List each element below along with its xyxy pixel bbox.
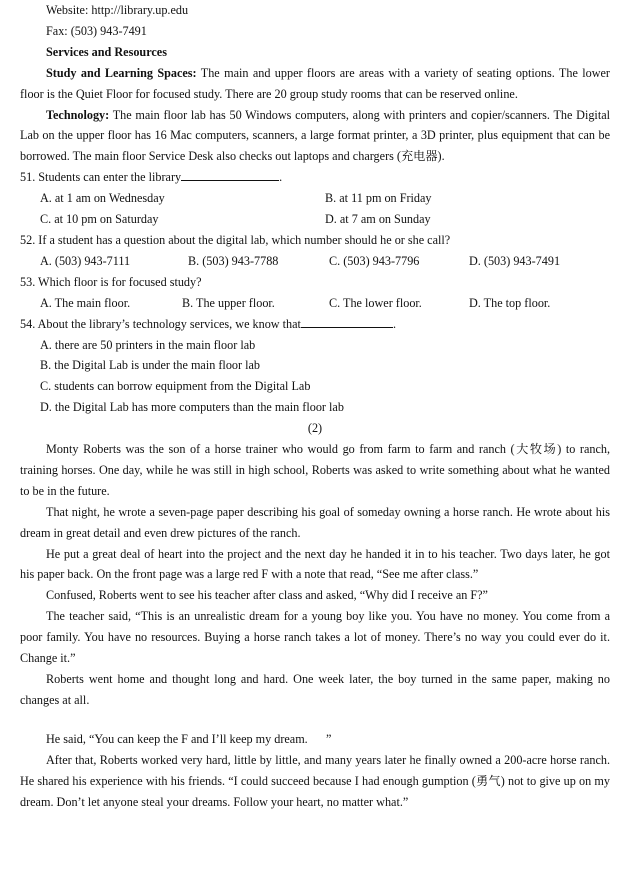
option-51-a: A. at 1 am on Wednesday (40, 191, 165, 206)
spacer (20, 711, 610, 729)
question-52-options (20, 251, 610, 272)
question-53-options (20, 293, 610, 314)
answer-blank (301, 315, 393, 328)
option-52-b: B. (503) 943-7788 (188, 253, 279, 268)
study-spaces-paragraph (20, 63, 610, 105)
question-54 (20, 314, 610, 335)
technology-paragraph (20, 105, 610, 168)
question-51-options (20, 188, 610, 209)
option-53-b: B. The upper floor. (182, 295, 275, 310)
story-paragraph: After that, Roberts worked very hard, little by little, and many years later he finally owned a 200-acre horse ranch. He shared his experience with his friends. “I could succeed because I had enough gumption (勇气) not to give up on my dream. Don’t let anyone steal your dreams. Follow your heart, no matter what.” (20, 752, 610, 809)
option-51-d: D. at 7 am on Sunday (325, 212, 431, 227)
section-title: Services and Resources (46, 44, 167, 59)
story-paragraph: Monty Roberts was the son of a horse trainer who would go from farm to farm and ranch (大牧场) to ranch, training horses. One day, while he was still in high school, Roberts was asked to write something about what he wanted to be in the future. (20, 442, 610, 498)
question-54-stem: 54. About the library’s technology services, we know that (20, 316, 301, 331)
option-53-a: A. The main floor. (40, 295, 131, 310)
option-51-c: C. at 10 pm on Saturday (40, 212, 159, 227)
question-51-end: . (279, 170, 283, 185)
document-page (20, 0, 610, 895)
part-label: (2) (307, 421, 323, 436)
question-51-options-2 (20, 209, 610, 230)
story-paragraph: Confused, Roberts went to see his teacher after class and asked, “Why did I receive an F?” (46, 588, 488, 603)
option-52-c: C. (503) 943-7796 (329, 253, 420, 268)
option-54-c: C. students can borrow equipment from the Digital Lab (40, 379, 311, 394)
technology-text: The main floor lab has 50 Windows computers, along with printers and copier/scanners. The Digital Lab on the upper floor has 16 Mac computers, scanners, a large format printer, a 3D printer, plus equipment that can be borrowed. The main floor Service Desk also checks out laptops and chargers (充电器). (20, 107, 610, 164)
study-spaces-lead: Study and Learning Spaces: (46, 65, 197, 80)
story-paragraph: Roberts went home and thought long and hard. One week later, the boy turned in the same paper, making no changes at all. (20, 672, 610, 707)
story-paragraph: He said, “You can keep the F and I’ll keep my dream. ” (46, 731, 332, 746)
question-53-stem: 53. Which floor is for focused study? (20, 274, 202, 289)
option-54-b: B. the Digital Lab is under the main floor lab (40, 358, 260, 373)
question-54-end: . (392, 316, 396, 331)
study-spaces-text: The main and upper floors are areas with a variety of seating options. The lower floor is the Quiet Floor for focused study. There are 20 group study rooms that can be reserved online. (20, 65, 610, 101)
answer-blank (181, 168, 279, 181)
technology-lead: Technology: (46, 107, 110, 122)
fax-line: Fax: (503) 943-7491 (46, 23, 147, 38)
option-54-a: A. there are 50 printers in the main floor lab (40, 337, 256, 352)
story-paragraph: The teacher said, “This is an unrealistic dream for a young boy like you. You have no money. You come from a poor family. You have no resources. Buying a horse ranch takes a lot of money. There’s no way you could ever do it. Change it.” (20, 609, 610, 666)
option-52-d: D. (503) 943-7491 (469, 253, 561, 268)
option-54-d: D. the Digital Lab has more computers than the main floor lab (40, 400, 344, 415)
story-paragraph: He put a great deal of heart into the project and the next day he handed it in to his teacher. Two days later, he got his paper back. On the front page was a large red F with a note that read, “See me after class.” (20, 546, 610, 582)
story-paragraph: That night, he wrote a seven-page paper describing his goal of someday owning a horse ranch. He wrote about his dream in great detail and even drew pictures of the ranch. (20, 504, 610, 540)
question-52-stem: 52. If a student has a question about the digital lab, which number should he or she call? (20, 232, 451, 247)
option-52-a: A. (503) 943-7111 (40, 253, 131, 268)
question-51-stem: 51. Students can enter the library (20, 170, 182, 185)
question-51 (20, 167, 610, 188)
option-53-c: C. The lower floor. (329, 295, 422, 310)
option-51-b: B. at 11 pm on Friday (325, 191, 432, 206)
option-53-d: D. The top floor. (469, 295, 551, 310)
website-line: Website: http://library.up.edu (46, 3, 189, 17)
